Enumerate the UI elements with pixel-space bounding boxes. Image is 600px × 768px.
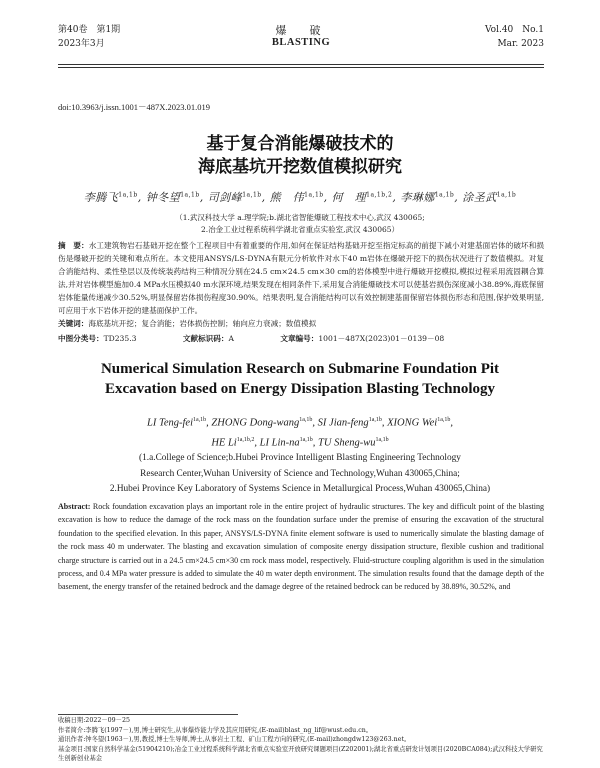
author-sup: 1a,1b,2 (236, 436, 255, 443)
author-en: TU Sheng-wu (318, 437, 376, 448)
author-zh: 李琳娜 (400, 191, 435, 204)
author-sup: 1a,1b (299, 417, 313, 423)
abstract-en (58, 500, 544, 594)
author-zh: 司剑峰 (207, 191, 243, 204)
footnotes (58, 716, 544, 764)
header-rule-thin (58, 67, 544, 68)
header-right (485, 23, 544, 51)
abstract-zh (58, 240, 544, 317)
date-en: Mar. 2023 (497, 39, 544, 49)
doc-code (183, 334, 256, 343)
clc-label: 中图分类号： (58, 334, 104, 343)
footnote-author-bio: 作者简介:李腾飞(1997－),男,博士研究生,从事爆炸能力学及其应用研究,(E-mail)blast_ng_lif@wust.edu.cn。 (58, 726, 373, 734)
author-zh: 何 理 (331, 191, 367, 204)
affiliation-en-line1: (1.a.College of Science;b.Hubei Province Intelligent Blasting Engineering Technology (139, 453, 461, 463)
author-en: LI Teng-fei (147, 417, 193, 429)
affiliation-en (0, 451, 600, 498)
doi: doi:10.3963/j.issn.1001－487X.2023.01.019 (58, 102, 211, 112)
author-sup: 1a,1b,2 (366, 191, 393, 199)
footnote-received: 收稿日期:2022－09－25 (58, 717, 130, 724)
author-sup: 1a,1b (242, 191, 262, 199)
affiliation-zh (0, 212, 600, 236)
volume-en: Vol.40 No.1 (484, 25, 544, 35)
author-sup: 1a,1b (375, 436, 389, 443)
author-sup: 1a,1b (368, 417, 382, 423)
authors-en (0, 412, 600, 451)
author-en: HE Li (211, 437, 237, 448)
abstract-en-text: Rock foundation excavation plays an important role in the entire project of hydraulic structures. The key and difficult point of the blasting excavation is how to reduce the damage of the rock mass on the foundation surface under the premise of ensuring the excavation of the structural foundation to the specified elevation. In this paper, ANSYS/LS-DYNA finite element software is used to numerically simulate the blasting damage of the rock mass 40 m underwater. The blasting and excavation simulation of composite energy dissipation structure, flexible cushion and traditional charge structure is carried out in a 24.5 cm×24.5 cm×30 cm rock mass model, respectively. Fluid-structure coupling algorithm is used in the simulation process, and 0.4 MPa water pressure is added to simulate the 40 m water depth environment. The simulation results found that the damage depth of the basement, the energy transfer of the retained bedrock and the damage degree of the retained bedrock can be reduced by 38.89%, 30.52%, and (58, 502, 545, 592)
author-sup: 1a,1b (304, 191, 324, 199)
author-sup: 1a,1b (496, 191, 517, 199)
author-en: LI Lin-na (259, 437, 300, 448)
author-zh: 涂圣武 (462, 191, 497, 204)
keywords (58, 318, 544, 329)
clc-value: TD235.3 (103, 334, 137, 343)
date-zh: 2023年3月 (58, 39, 105, 49)
keywords-text: 海底基坑开挖；复合消能；岩体损伤控制；轴向应力衰减；数值模拟 (88, 319, 317, 328)
author-sup: 1a,1b (193, 417, 207, 423)
footnote-corresponding: 通讯作者:钟冬望(1963－),男,教授,博士生导师,博士,从事岩土工程、矿山工程方向的研究,(E-mail)zhongdw123@263.net。 (58, 736, 411, 744)
title-zh (0, 133, 600, 179)
doc-code-value: A (228, 334, 234, 343)
header-rule (58, 64, 544, 65)
journal-name-zh: 爆 破 (275, 24, 327, 37)
author-sup: 1a,1b (299, 436, 313, 443)
author-zh: 熊 伟 (269, 191, 305, 204)
article-no (280, 334, 466, 343)
abstract-zh-text: 水工建筑物岩石基础开挖在整个工程项目中有着重要的作用,如何在保证结构基础开挖至指定标高的前提下减小对建基面岩体的破坏和损伤是爆破开挖的关键和难点所在。本文使用ANSYS/LS-DYNA有限元分析软件对水下40 m岩体在爆破开挖下的损伤状况进行了数值模拟。对复合消能结构、柔性垫层以及传统装药结构三种情况分别在24.5 cm×24.5 cm×30 cm的岩体模型中进行爆破开挖模拟,模拟过程采用流固耦合算法,并对岩体模型施加0.4 MPa水压模拟40 m水深环境,结果发现在相同条件下,采用复合消能爆破技术可以使基岩损伤深度减小38.89%,海底保留岩体能量传递减少30.52%,明显保留岩体损伤程度30.90%。结果表明,复合消能结构可以有效控制建基面保留岩体损伤形态和范围,保护效果明显,可应用于水下岩体开挖的建基面保护工作。 (58, 241, 544, 315)
affiliation-en-line3: 2.Hubei Province Key Laboratory of Systems Science in Metallurgical Process,Wuhan 430065,China) (109, 484, 491, 494)
affiliation-en-line2: Research Center,Wuhan University of Science and Technology,Wuhan 430065,China; (140, 468, 460, 479)
running-header (58, 23, 544, 63)
authors-en-line2: HE $Li^{1a,1b,2}$, LI Lin-$na^{1a,1b}$, TU Sheng-$wu^{1a,1b}$ (211, 436, 389, 448)
author-zh: 李腾飞 (83, 191, 119, 204)
header-center (58, 24, 544, 48)
classification (58, 333, 544, 344)
footnote-funding: 基金项目:国家自然科学基金(51904210);冶金工业过程系统科学湖北省重点实验室开放研究课题项目(Z202001);湖北省重点研发计划项目(2020BCA084);武汉科技大学研究生创新创业基金 (58, 745, 543, 763)
clc (58, 334, 158, 343)
title-en (0, 359, 600, 399)
abstract-zh-label: 摘 要： (58, 241, 89, 250)
title-zh-line2: 海底基坑开挖数值模拟研究 (198, 157, 402, 177)
author-zh: 钟冬望 (145, 191, 181, 204)
author-en: XIONG Wei (387, 417, 438, 429)
article-no-label: 文章编号： (280, 334, 319, 343)
author-en: ZHONG Dong-wang (211, 417, 300, 429)
author-en: SI Jian-feng (317, 417, 369, 429)
keywords-label: 关键词： (58, 319, 89, 328)
affiliation-zh-line1: （1.武汉科技大学 a.理学院;b.湖北省智能爆破工程技术中心,武汉 430065; (175, 213, 425, 222)
author-sup: 1a,1b (180, 191, 200, 199)
title-zh-line1: 基于复合消能爆破技术的 (206, 134, 394, 154)
authors-zh: 李腾飞$^{1a,1b}$, 钟冬望$^{1a,1b}$, 司剑峰$^{1a,1b}$, 熊 伟$^{1a,1b}$, 何 理$^{1a,1b,2}$, 李琳娜$^{1a,1b}$, 涂圣武$^{1a,1b}$ (83, 191, 517, 204)
author-sup: 1a,1b (434, 191, 455, 199)
authors-en-line1: LI Teng-fei$^{1a,1b}$, ZHONG Dong-wang$^{1a,1b}$, SI Jian-feng$^{1a,1b}$, XIONG Wei$^{1a,1b}$, (147, 417, 453, 429)
journal-name-en: BLASTING (271, 37, 331, 48)
doc-code-label: 文献标识码： (182, 334, 229, 343)
affiliation-zh-line2: 2.冶金工业过程系统科学湖北省重点实验室,武汉 430065） (200, 225, 400, 234)
abstract-en-label: Abstract: (58, 502, 91, 511)
article-no-value: 1001－487X(2023)01－0139－08 (318, 334, 445, 343)
footnote-rule (58, 714, 238, 715)
author-sup: 1a,1b (437, 417, 451, 423)
title-en-line1: Numerical Simulation Research on Submarine Foundation Pit (100, 361, 500, 377)
author-sup: 1a,1b (118, 191, 138, 199)
volume-zh: 第40卷 第1期 (58, 25, 121, 35)
title-en-line2: Excavation based on Energy Dissipation Blasting Technology (104, 381, 496, 397)
